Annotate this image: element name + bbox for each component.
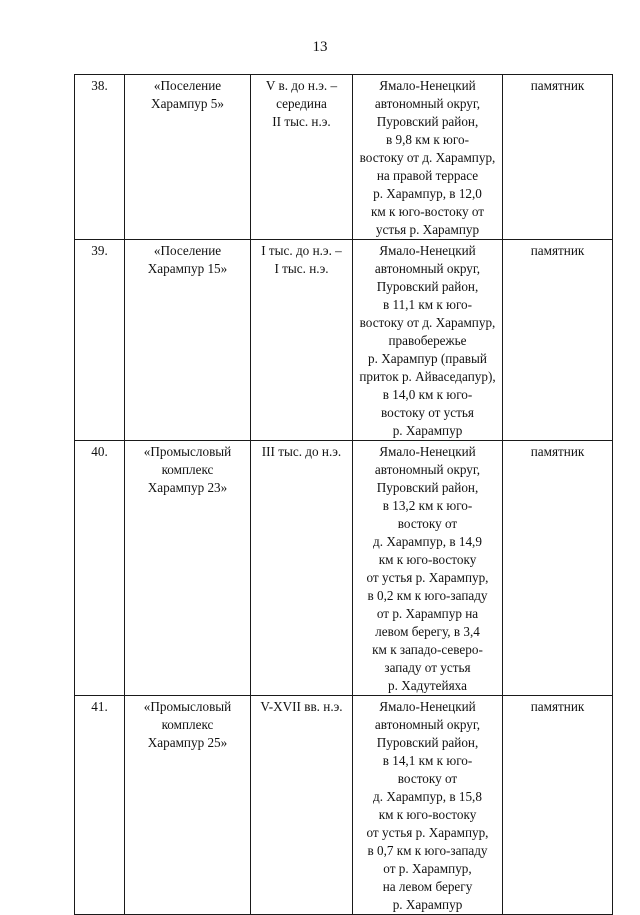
heritage-sites-table bbox=[74, 74, 613, 915]
table-row bbox=[75, 75, 613, 240]
site-category: памятник bbox=[503, 75, 613, 240]
row-number: 38. bbox=[75, 75, 125, 240]
site-dating: V в. до н.э. – середина II тыс. н.э. bbox=[251, 75, 353, 240]
table-row bbox=[75, 696, 613, 915]
page-number: 13 bbox=[312, 39, 328, 55]
site-location: Ямало-Ненецкий автономный округ, Пуровский район, в 13,2 км к юго- востоку от д. Харампур, в 14,9 км к юго-востоку от устья р. Харампур, в 0,2 км к юго-западу от р. Харампур на левом берегу, в 3,4 км к западо-северо- западу от устья р. Хадутейяха bbox=[353, 441, 503, 696]
site-name: «Промысловый комплекс Харампур 23» bbox=[125, 441, 251, 696]
row-number: 41. bbox=[75, 696, 125, 915]
row-number: 39. bbox=[75, 240, 125, 441]
table-row bbox=[75, 441, 613, 696]
row-number: 40. bbox=[75, 441, 125, 696]
site-category: памятник bbox=[503, 696, 613, 915]
site-location: Ямало-Ненецкий автономный округ, Пуровский район, в 11,1 км к юго- востоку от д. Харампур, правобережье р. Харампур (правый приток р. Айваседапур), в 14,0 км к юго- востоку от устья р. Харампур bbox=[353, 240, 503, 441]
site-category: памятник bbox=[503, 441, 613, 696]
site-dating: I тыс. до н.э. – I тыс. н.э. bbox=[251, 240, 353, 441]
site-category: памятник bbox=[503, 240, 613, 441]
site-location: Ямало-Ненецкий автономный округ, Пуровский район, в 14,1 км к юго- востоку от д. Харампур, в 15,8 км к юго-востоку от устья р. Харампур, в 0,7 км к юго-западу от р. Харампур, на левом берегу р. Харампур bbox=[353, 696, 503, 915]
site-dating: III тыс. до н.э. bbox=[251, 441, 353, 696]
table-row bbox=[75, 240, 613, 441]
site-location: Ямало-Ненецкий автономный округ, Пуровский район, в 9,8 км к юго- востоку от д. Харампур, на правой террасе р. Харампур, в 12,0 км к юго-востоку от устья р. Харампур bbox=[353, 75, 503, 240]
site-name: «Промысловый комплекс Харампур 25» bbox=[125, 696, 251, 915]
site-name: «Поселение Харампур 15» bbox=[125, 240, 251, 441]
site-name: «Поселение Харампур 5» bbox=[125, 75, 251, 240]
site-dating: V-XVII вв. н.э. bbox=[251, 696, 353, 915]
